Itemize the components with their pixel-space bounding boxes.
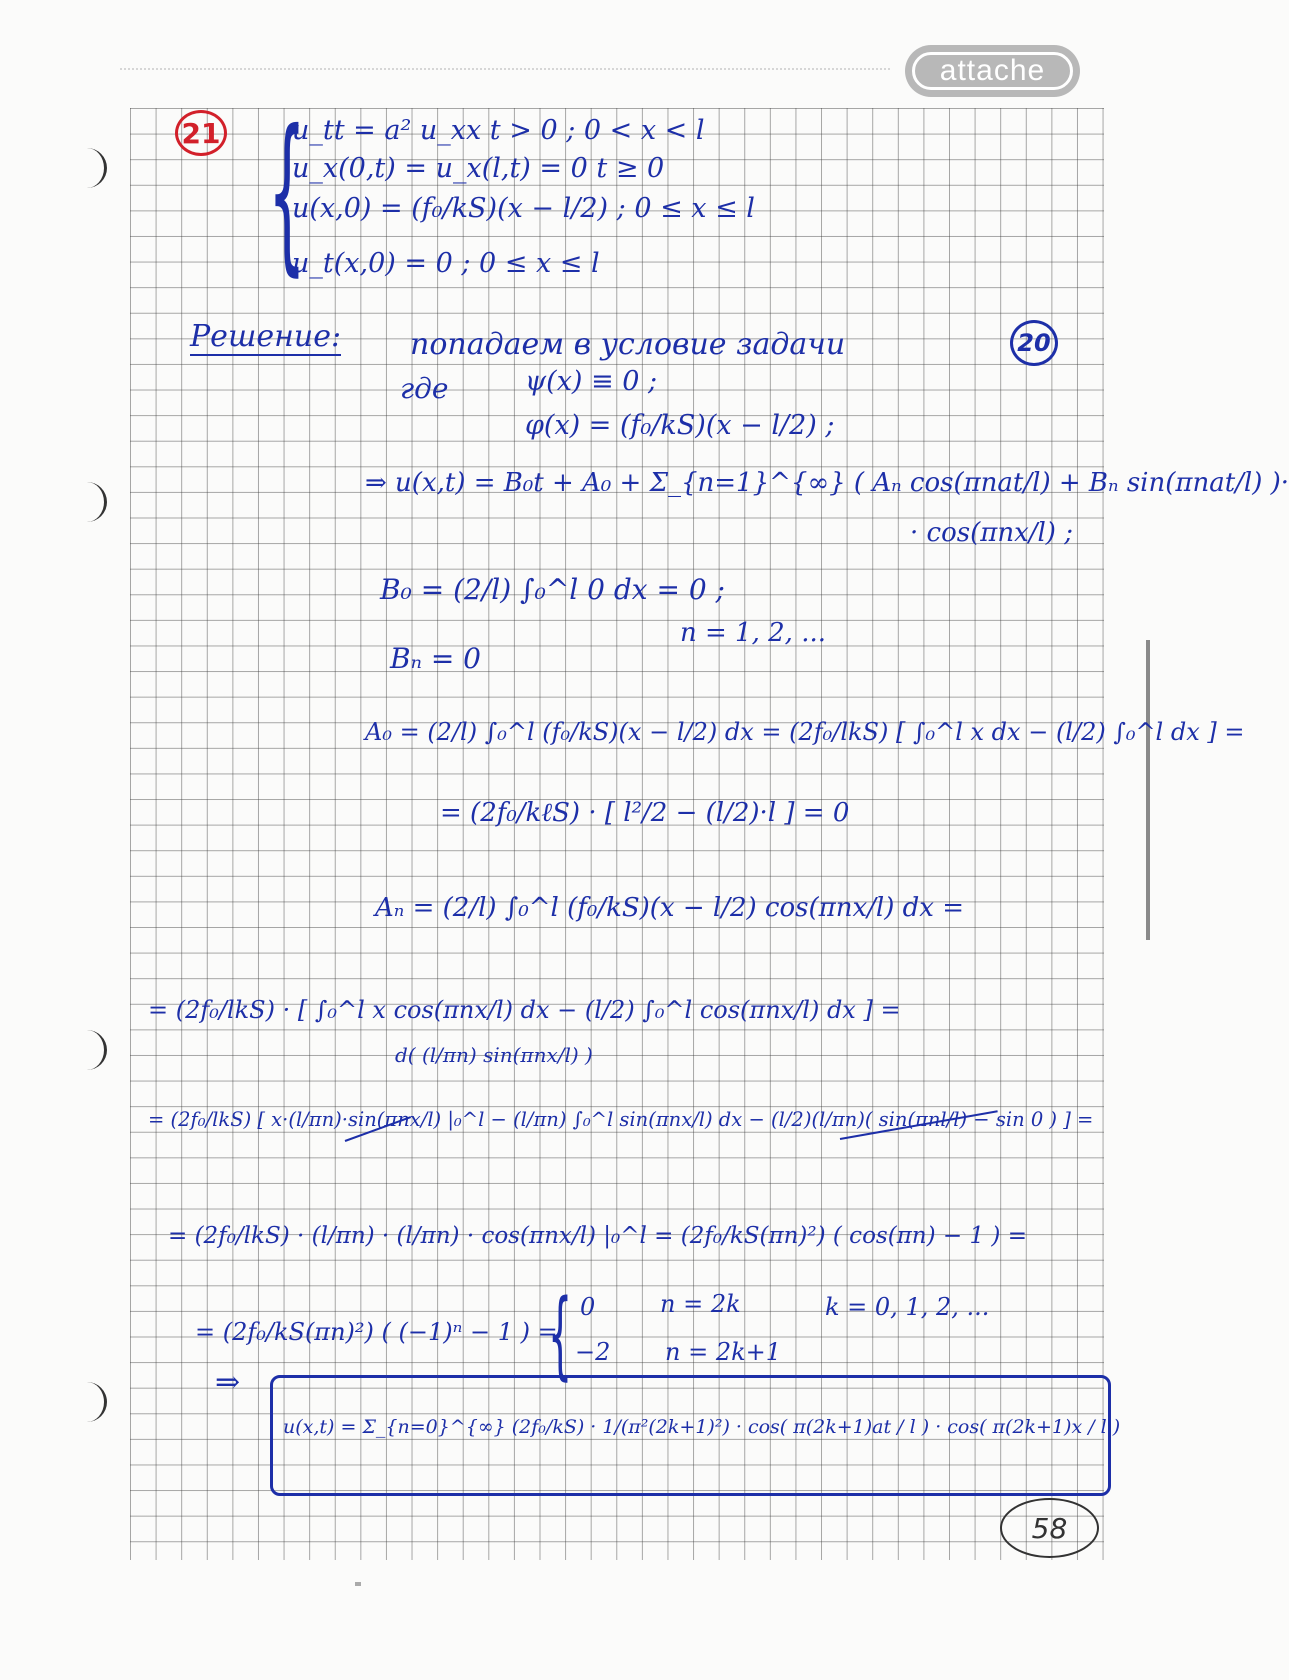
series-solution-line: ⇒ u(x,t) = B₀t + A₀ + Σ_{n=1}^{∞} ( Aₙ cos(πnat/l) + Bₙ sin(πnat/l) )· <box>365 468 1289 498</box>
header-dotted-line <box>120 68 890 70</box>
k-range: k = 0, 1, 2, ... <box>825 1293 990 1321</box>
final-answer-box <box>270 1375 1121 1496</box>
case-value: −2 <box>575 1338 611 1366</box>
page-number: 58 <box>1031 1511 1068 1545</box>
series-solution-line: · cos(πnx/l) ; <box>910 518 1073 548</box>
punch-hole-mark <box>86 1030 107 1070</box>
where-word: где <box>400 372 449 405</box>
bn-value: Bₙ = 0 <box>390 642 481 675</box>
case-value: 0 <box>580 1293 596 1321</box>
system-brace: { <box>268 94 306 292</box>
a0-computation: = (2f₀/kℓS) · [ l²/2 − (l/2)·l ] = 0 <box>440 798 850 828</box>
brand-logo <box>905 45 1080 97</box>
an-computation: = (2f₀/lkS) · [ ∫₀^l x cos(πnx/l) dx − (l/2) ∫₀^l cos(πnx/l) dx ] = <box>148 996 901 1024</box>
an-computation: Aₙ = (2/l) ∫₀^l (f₀/kS)(x − l/2) cos(πnx/l) dx = <box>375 893 964 923</box>
solution-heading: Решение: <box>190 319 342 354</box>
punch-hole-mark <box>86 482 107 522</box>
final-answer: u(x,t) = Σ_{n=0}^{∞} (2f₀/kS) · 1/(π²(2k+1)²) · cos( π(2k+1)at / l ) · cos( π(2k+1)x / l ) <box>283 1416 1121 1438</box>
b0-computation: B₀ = (2/l) ∫₀^l 0 dx = 0 ; <box>380 573 725 606</box>
reference-problem-number: 20 <box>1017 329 1051 357</box>
an-computation: = (2f₀/lkS) [ x·(l/πn)·sin(πnx/l) |₀^l − (l/πn) ∫₀^l sin(πnx/l) dx − (l/2)(l/πn)( sin(πnl/l) − sin 0 ) ] = <box>148 1108 1094 1131</box>
paper-speck <box>355 1582 361 1586</box>
case-condition: n = 2k+1 <box>665 1338 782 1366</box>
implies-arrow: ⇒ <box>215 1365 241 1400</box>
n-range: n = 1, 2, ... <box>680 618 826 648</box>
an-computation: = (2f₀/lkS) · (l/πn) · (l/πn) · cos(πnx/l) |₀^l = (2f₀/kS(πn)²) ( cos(πn) − 1 ) = <box>168 1223 1027 1249</box>
punch-hole-mark <box>86 148 107 188</box>
page-edge-mark <box>1146 640 1150 940</box>
integration-by-parts-note: d( (l/πn) sin(πnx/l) ) <box>395 1043 593 1067</box>
reference-problem-circle <box>1010 320 1058 366</box>
punch-hole-mark <box>86 1382 107 1422</box>
equation-line: u_x(0,t) = u_x(l,t) = 0 t ≥ 0 <box>292 153 665 184</box>
phi-definition: φ(x) = (f₀/kS)(x − l/2) ; <box>525 410 835 441</box>
equation-line: u_tt = a² u_xx t > 0 ; 0 < x < l <box>292 115 705 146</box>
an-computation: = (2f₀/kS(πn)²) ( (−1)ⁿ − 1 ) = <box>195 1318 558 1346</box>
problem-number: 21 <box>181 116 221 150</box>
solution-intro: попадаем в условие задачи <box>410 327 846 362</box>
cases-brace: { <box>548 1280 573 1390</box>
equation-line: u(x,0) = (f₀/kS)(x − l/2) ; 0 ≤ x ≤ l <box>292 193 755 224</box>
a0-computation: A₀ = (2/l) ∫₀^l (f₀/kS)(x − l/2) dx = (2f₀/lkS) [ ∫₀^l x dx − (l/2) ∫₀^l dx ] = <box>365 718 1245 746</box>
page-number-oval <box>1000 1498 1099 1558</box>
case-condition: n = 2k <box>660 1290 741 1318</box>
brand-logo-text: attache <box>912 52 1073 90</box>
psi-definition: ψ(x) ≡ 0 ; <box>525 366 658 397</box>
equation-line: u_t(x,0) = 0 ; 0 ≤ x ≤ l <box>292 248 600 279</box>
problem-number-circle <box>175 110 227 156</box>
